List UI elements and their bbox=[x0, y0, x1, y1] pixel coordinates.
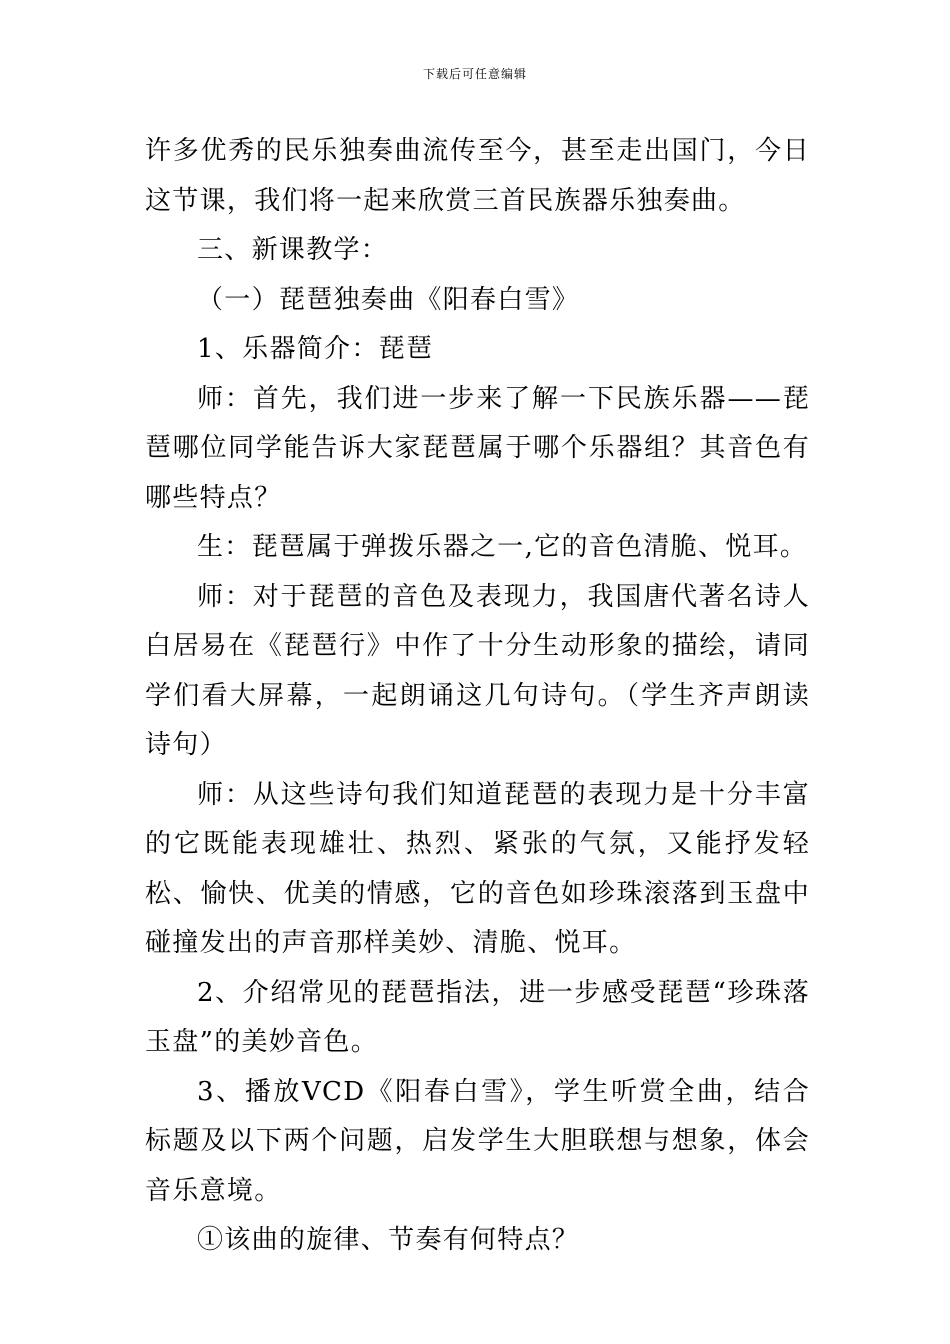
paragraph-teacher-expression: 师：从这些诗句我们知道琵琶的表现力是十分丰富的它既能表现雄壮、热烈、紧张的气氛，又能抒发轻松、愉快、优美的情感，它的音色如珍珠滚落到玉盘中碰撞发出的声音那样美妙、清脆、悦耳。 bbox=[145, 779, 810, 958]
item-instrument-intro: 1、乐器简介：琵琶 bbox=[197, 334, 434, 364]
subsection-heading-pipa-solo: （一）琵琶独奏曲《阳春白雪》 bbox=[197, 284, 580, 315]
item-play-vcd: 3、播放VCD《阳春白雪》，学生听赏全曲，结合标题及以下两个问题，启发学生大胆联想与想象，体会音乐意境。 bbox=[145, 1076, 810, 1206]
paragraph-teacher-poem: 师：对于琵琶的音色及表现力，我国唐代著名诗人白居易在《琵琶行》中作了十分生动形象的描绘，请同学们看大屏幕，一起朗诵这几句诗句。（学生齐声朗读诗句） bbox=[145, 581, 810, 760]
item-fingering-intro: 2、介绍常见的琵琶指法，进一步感受琵琶“珍珠落玉盘”的美妙音色。 bbox=[145, 977, 810, 1057]
page-header: 下载后可任意编辑 bbox=[422, 67, 527, 81]
paragraph-continuation: 许多优秀的民乐独奏曲流传至今，甚至走出国门，今日这节课，我们将一起来欣赏三首民族器乐独奏曲。 bbox=[145, 136, 810, 216]
document-body bbox=[145, 127, 810, 1266]
paragraph-teacher-question: 师：首先，我们进一步来了解一下民族乐器——琵琶哪位同学能告诉大家琵琶属于哪个乐器组？其音色有哪些特点？ bbox=[145, 383, 810, 513]
paragraph-student-answer: 生：琵琶属于弹拨乐器之一,它的音色清脆、悦耳。 bbox=[197, 532, 808, 562]
section-heading-new-lesson: 三、新课教学： bbox=[197, 235, 389, 265]
question-melody-rhythm: ①该曲的旋律、节奏有何特点？ bbox=[197, 1225, 580, 1255]
